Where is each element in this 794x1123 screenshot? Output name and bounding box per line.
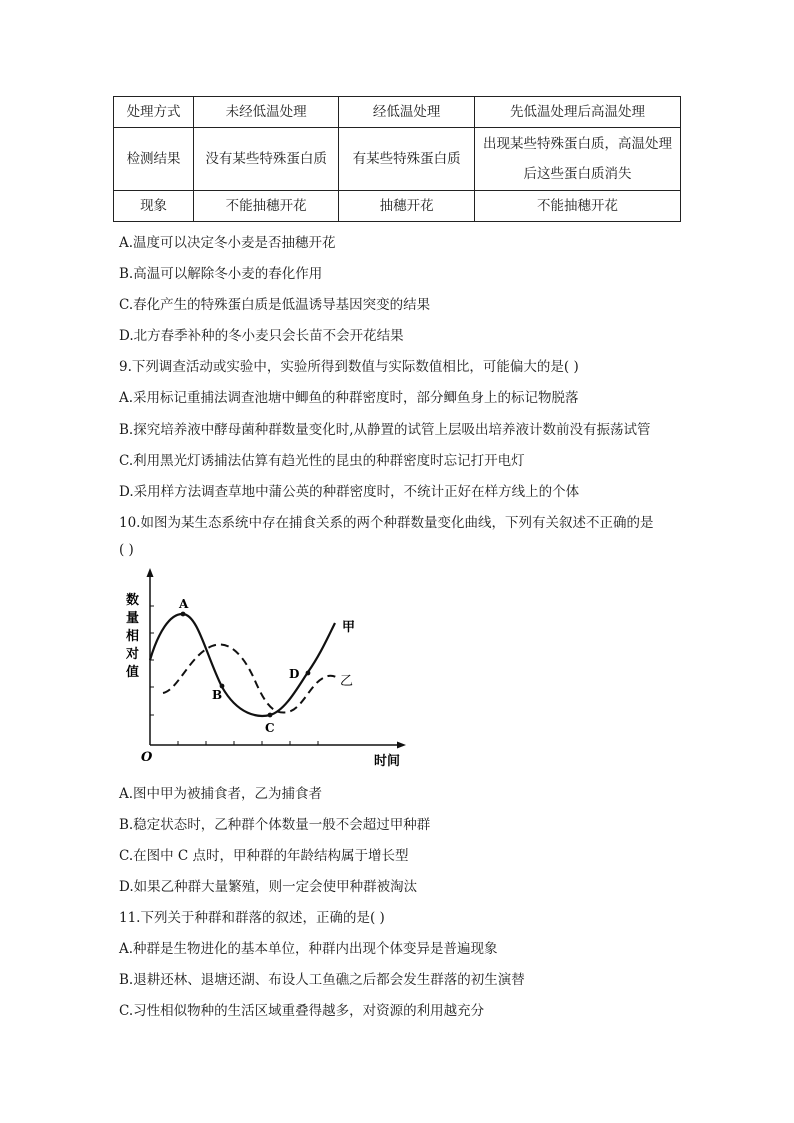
table-row bbox=[114, 191, 681, 222]
point-d-marker bbox=[306, 671, 311, 676]
origin-label: O bbox=[141, 750, 153, 765]
q11-option-c: C.习性相似物种的生活区域重叠得越多，对资源的利用越充分 bbox=[119, 1003, 485, 1019]
q8-option-d: D.北方春季补种的冬小麦只会长苗不会开花结果 bbox=[119, 328, 404, 344]
q11-option-b: B.退耕还林、退塘还湖、布设人工鱼礁之后都会发生群落的初生演替 bbox=[119, 972, 525, 988]
q10-stem-paren: ( ) bbox=[119, 542, 134, 558]
table-row bbox=[114, 128, 681, 191]
q10-option-b: B.稳定状态时，乙种群个体数量一般不会超过甲种群 bbox=[119, 817, 431, 833]
q11-stem: 11.下列关于种群和群落的叙述，正确的是( ) bbox=[119, 910, 385, 926]
q8-option-a: A.温度可以决定冬小麦是否抽穗开花 bbox=[119, 235, 336, 251]
y-axis-arrow-icon bbox=[147, 568, 154, 577]
y-label-char: 对 bbox=[126, 647, 140, 662]
q8-option-c: C.春化产生的特殊蛋白质是低温诱导基因突变的结果 bbox=[119, 297, 431, 313]
table-cell: 未经低温处理 bbox=[194, 97, 339, 128]
y-label-char: 数 bbox=[126, 593, 140, 608]
table-row bbox=[114, 97, 681, 128]
series-jia-label: 甲 bbox=[342, 620, 356, 635]
q9-stem: 9.下列调查活动或实验中，实验所得到数值与实际数值相比，可能偏大的是( ) bbox=[119, 359, 579, 375]
point-d-label: D bbox=[289, 667, 300, 681]
point-c-marker bbox=[268, 713, 273, 718]
table-cell: 不能抽穗开花 bbox=[194, 191, 339, 222]
x-axis-arrow-icon bbox=[397, 742, 406, 749]
q10-option-c: C.在图中 C 点时，甲种群的年龄结构属于增长型 bbox=[119, 848, 409, 864]
q9-option-c: C.利用黑光灯诱捕法估算有趋光性的昆虫的种群密度时忘记打开电灯 bbox=[119, 453, 525, 469]
q10-stem: 10.如图为某生态系统中存在捕食关系的两个种群数量变化曲线，下列有关叙述不正确的是 bbox=[119, 515, 654, 531]
table-cell: 没有某些特殊蛋白质 bbox=[194, 128, 339, 191]
table-cell: 抽穗开花 bbox=[339, 191, 475, 222]
point-a-marker bbox=[181, 612, 186, 617]
series-yi-curve bbox=[163, 644, 338, 712]
y-label-char: 相 bbox=[126, 629, 140, 644]
table-cell: 先低温处理后高温处理 bbox=[475, 97, 681, 128]
q10-option-d: D.如果乙种群大量繁殖，则一定会使甲种群被淘汰 bbox=[119, 879, 418, 895]
q9-option-b: B.探究培养液中酵母菌种群数量变化时,从静置的试管上层吸出培养液计数前没有振荡试管 bbox=[119, 422, 651, 438]
series-yi-label: 乙 bbox=[340, 674, 354, 689]
point-b-label: B bbox=[212, 688, 223, 702]
table-cell: 出现某些特殊蛋白质，高温处理后这些蛋白质消失 bbox=[475, 128, 681, 191]
series-jia-curve bbox=[150, 614, 335, 716]
predator-prey-graph bbox=[126, 565, 420, 780]
q9-option-a: A.采用标记重捕法调查池塘中鲫鱼的种群密度时，部分鲫鱼身上的标记物脱落 bbox=[119, 390, 579, 406]
table-cell: 不能抽穗开花 bbox=[475, 191, 681, 222]
table-cell: 经低温处理 bbox=[339, 97, 475, 128]
q8-option-b: B.高温可以解除冬小麦的春化作用 bbox=[119, 266, 323, 282]
x-axis-label: 时间 bbox=[374, 754, 401, 769]
q9-option-d: D.采用样方法调查草地中蒲公英的种群密度时，不统计正好在样方线上的个体 bbox=[119, 484, 580, 500]
point-a-label: A bbox=[179, 597, 189, 611]
q10-option-a: A.图中甲为被捕食者，乙为捕食者 bbox=[119, 786, 323, 802]
q11-option-a: A.种群是生物进化的基本单位，种群内出现个体变异是普遍现象 bbox=[119, 941, 498, 957]
table-cell: 处理方式 bbox=[114, 97, 194, 128]
y-label-char: 值 bbox=[126, 665, 140, 680]
treatment-table bbox=[113, 96, 681, 222]
table-cell: 有某些特殊蛋白质 bbox=[339, 128, 475, 191]
table-cell: 检测结果 bbox=[114, 128, 194, 191]
table-cell: 现象 bbox=[114, 191, 194, 222]
point-c-label: C bbox=[265, 721, 275, 735]
y-label-char: 量 bbox=[126, 611, 140, 626]
